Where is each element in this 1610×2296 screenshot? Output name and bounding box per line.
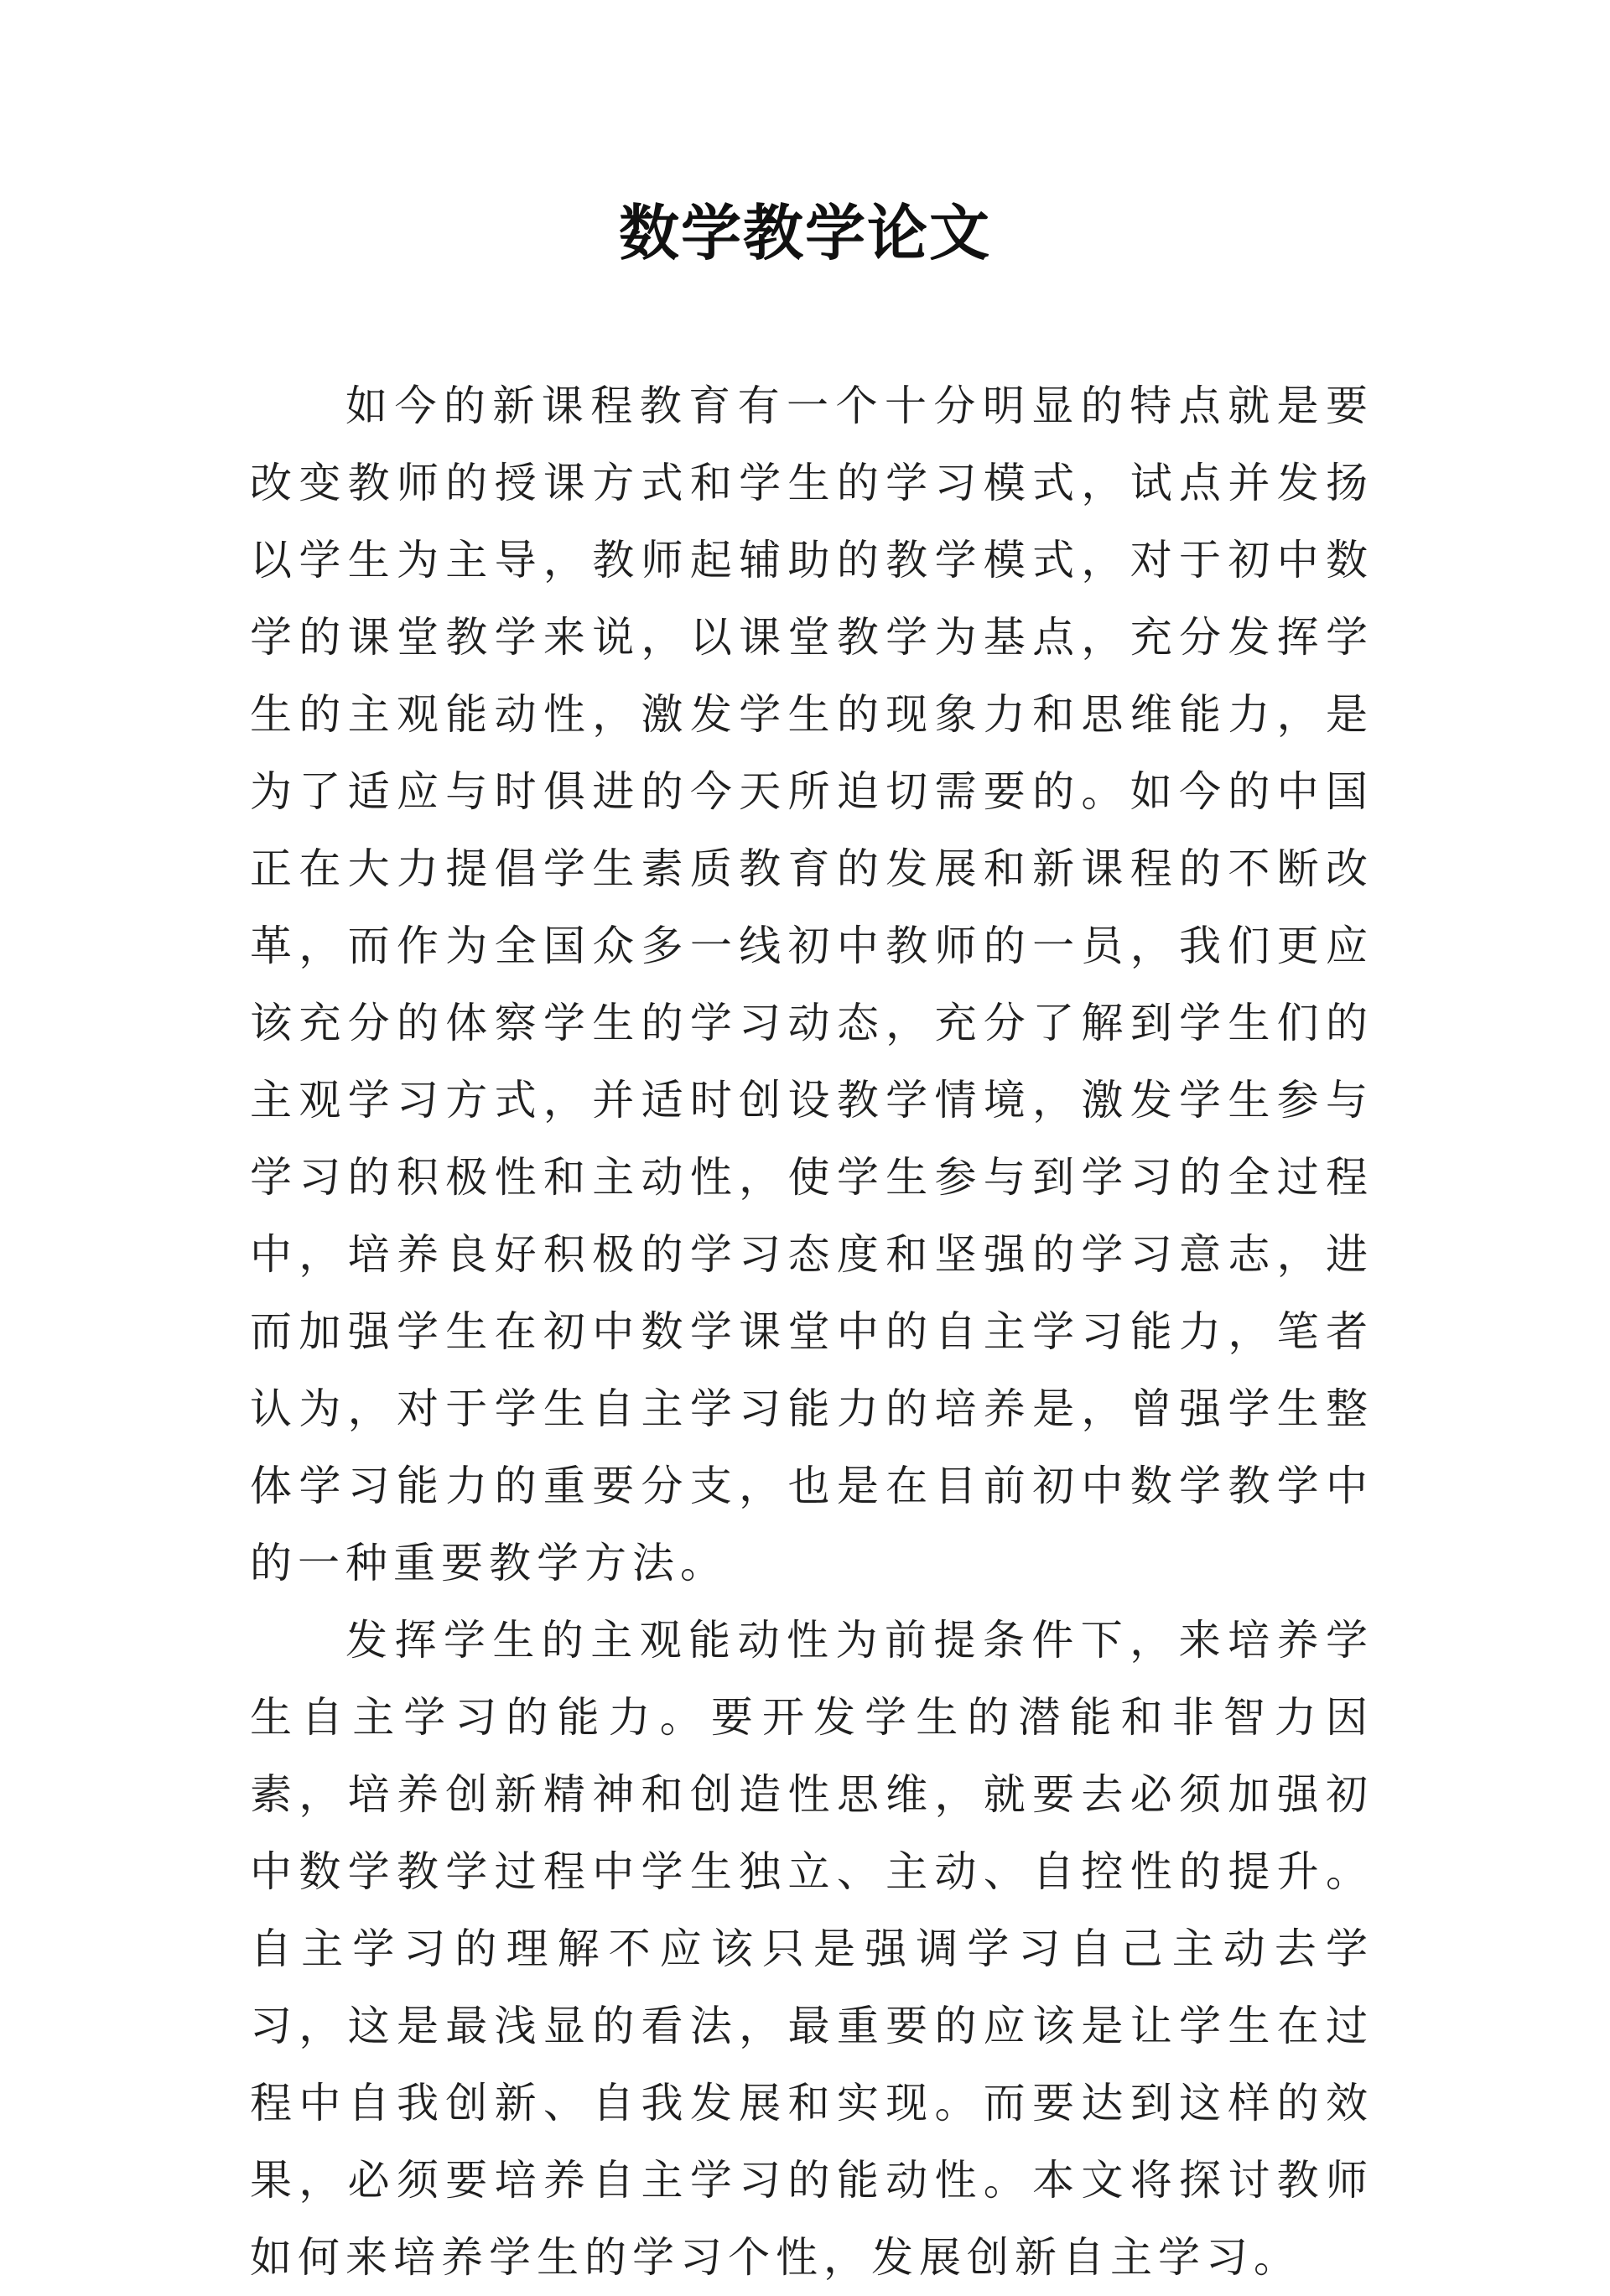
document-body [250,367,1374,2296]
document-title: 数学教学论文 [618,198,991,268]
paragraph-2: 发挥学生的主观能动性为前提条件下，来培养学生自主学习的能力。要开发学生的潜能和非智力因素，培养创新精神和创造性思维，就要去必须加强初中数学教学过程中学生独立、主动、自控性的提升。自主学习的理解不应该只是强调学习自己主动去学习，这是最浅显的看法，最重要的应该是让学生在过程中自我创新、自我发展和实现。而要达到这样的效果，必须要培养自主学习的能动性。本文将探讨教师如何来培养学生的学习个性，发展创新自主学习。 [250,1616,1374,2282]
paragraph-1: 如今的新课程教育有一个十分明显的特点就是要改变教师的授课方式和学生的学习模式，试点并发扬以学生为主导，教师起辅助的教学模式，对于初中数学的课堂教学来说，以课堂教学为基点，充分发挥学生的主观能动性，激发学生的现象力和思维能力，是为了适应与时俱进的今天所迫切需要的。如今的中国正在大力提倡学生素质教育的发展和新课程的不断改革，而作为全国众多一线初中教师的一员，我们更应该充分的体察学生的学习动态，充分了解到学生们的主观学习方式，并适时创设教学情境，激发学生参与学习的积极性和主动性，使学生参与到学习的全过程中，培养良好积极的学习态度和坚强的学习意志，进而加强学生在初中数学课堂中的自主学习能力，笔者认为，对于学生自主学习能力的培养是，曾强学生整体学习能力的重要分支，也是在目前初中数学教学中的一种重要教学方法。 [250,382,1374,1587]
